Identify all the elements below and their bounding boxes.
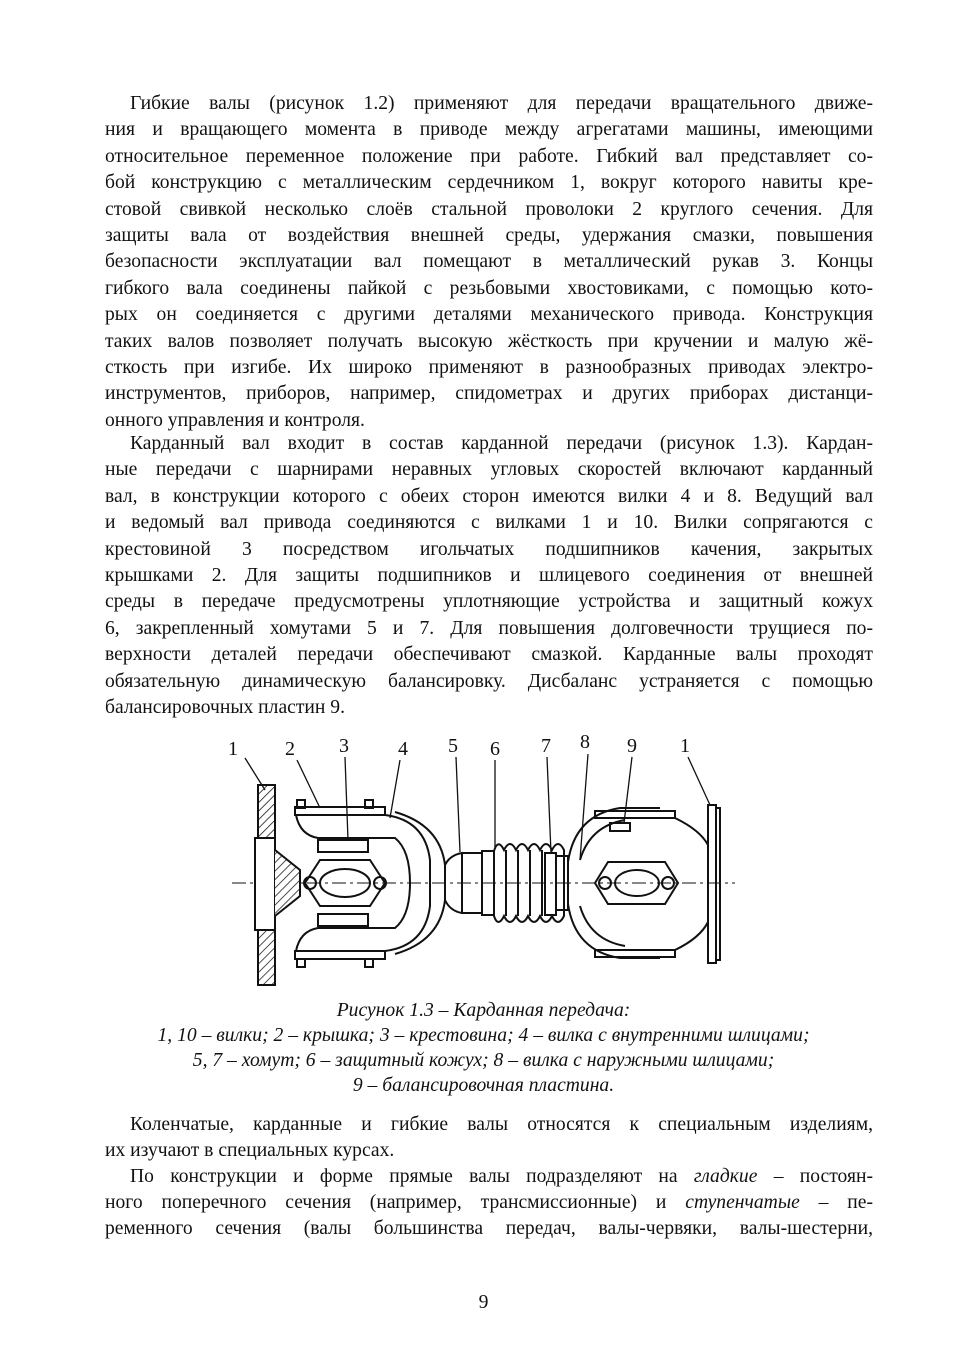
paragraph-line: онного управления и контроля. [105, 409, 365, 431]
figure-label-9: 9 [627, 735, 637, 757]
figure-caption-line: 1, 10 – вилки; 2 – крышка; 3 – крестовина; 4 – вилка с внутренними шлицами; [157, 1025, 810, 1046]
paragraph-line: Коленчатые, карданные и гибкие валы относятся к специальным изделиям, [130, 1114, 873, 1135]
emphasis-term: ступенчатые [685, 1192, 800, 1213]
figure-label-7: 7 [541, 735, 551, 757]
paragraph-line: балансировочных пластин 9. [105, 697, 345, 718]
paragraph-line: безопасности эксплуатации вал помещают в металлический рукав 3. Концы [105, 251, 873, 273]
paragraph-line: сткость при изгибе. Их широко применяют в разнообразных приводах электро- [105, 357, 873, 378]
paragraph-line: Гибкие валы (рисунок 1.2) применяют для передачи вращательного движе- [130, 93, 873, 114]
figure-label-5: 5 [448, 735, 458, 757]
figure-label-4: 4 [398, 738, 408, 760]
paragraph-line: бой конструкцию с металлическим сердечником 1, вокруг которого навиты кре- [105, 172, 873, 194]
paragraph-line: обязательную динамическую балансировку. Дисбаланс устраняется с помощью [105, 670, 873, 692]
figure-caption-line: 9 – балансировочная пластина. [352, 1075, 615, 1096]
figure-label-1-right: 1 [680, 735, 690, 757]
text-run: – пе- [799, 1192, 873, 1213]
paragraph-line: их изучают в специальных курсах. [105, 1140, 395, 1161]
paragraph-line: верхности деталей передачи обеспечивают смазкой. Карданные валы проходят [105, 644, 873, 666]
page-number: 9 [478, 1292, 489, 1313]
paragraph-line: ния и вращающего момента в приводе между агрегатами машины, имеющими [105, 119, 873, 141]
figure-caption-title: Рисунок 1.3 – Карданная передача: [336, 1000, 631, 1021]
figure-label-8: 8 [580, 731, 590, 753]
paragraph-line: гибкого вала соединены пайкой с резьбовыми хвостовиками, с помощью кото- [105, 277, 873, 299]
paragraph-line: и ведомый вал привода соединяются с вилками 1 и 10. Вилки сопрягаются с [105, 512, 873, 534]
paragraph-line: защиты вала от воздействия внешней среды, удержания смазки, повышения [105, 225, 873, 246]
figure-label-3: 3 [339, 735, 349, 757]
paragraph-line [105, 1190, 873, 1216]
paragraph-line: инструментов, приборов, например, спидометрах и других приборах дистанци- [105, 383, 873, 405]
figure-label-6: 6 [490, 738, 500, 760]
text-run: По конструкции и форме прямые валы подразделяют на [130, 1166, 694, 1187]
paragraph-line: относительное переменное положение при работе. Гибкий вал представляет со- [105, 145, 873, 167]
paragraph-line: ные передачи с шарнирами неравных угловых скоростей включают карданный [105, 459, 873, 481]
figure-label-1-left: 1 [228, 738, 238, 760]
text-run: – постоян- [757, 1166, 873, 1187]
figure-label-2: 2 [285, 738, 295, 760]
paragraph-line: крестовиной 3 посредством игольчатых подшипников качения, закрытых [105, 538, 873, 560]
paragraph-line: таких валов позволяет получать высокую жёсткость при кручении и малую жё- [105, 330, 873, 352]
emphasis-term: гладкие [693, 1166, 758, 1187]
paragraph-line: стовой свивкой несколько слоёв стальной проволоки 2 круглого сечения. Для [105, 198, 873, 220]
paragraph-line: рых он соединяется с другими деталями механического привода. Конструкция [105, 304, 873, 326]
paragraph-line [130, 1164, 873, 1190]
paragraph-line: Карданный вал входит в состав карданной передачи (рисунок 1.3). Кардан- [130, 433, 873, 454]
text-run: ного поперечного сечения (например, трансмиссионные) и [105, 1192, 686, 1213]
paragraph-line: ременного сечения (валы большинства передач, валы-червяки, валы-шестерни, [105, 1218, 873, 1239]
right-universal-joint [568, 805, 720, 963]
paragraph-line: среды в передаче предусмотрены уплотняющие устройства и защитный кожух [105, 591, 873, 613]
paragraph-line: крышками 2. Для защиты подшипников и шлицевого соединения от внешней [105, 565, 873, 586]
paragraph-line: 6, закрепленный хомутами 5 и 7. Для повышения долговечности трущиеся по- [105, 617, 873, 639]
left-flange-yoke [255, 785, 300, 985]
paragraph-line: вал, в конструкции которого с обеих сторон имеются вилки 4 и 8. Ведущий вал [105, 485, 873, 507]
figure-caption-line: 5, 7 – хомут; 6 – защитный кожух; 8 – вилка с наружными шлицами; [192, 1050, 775, 1071]
